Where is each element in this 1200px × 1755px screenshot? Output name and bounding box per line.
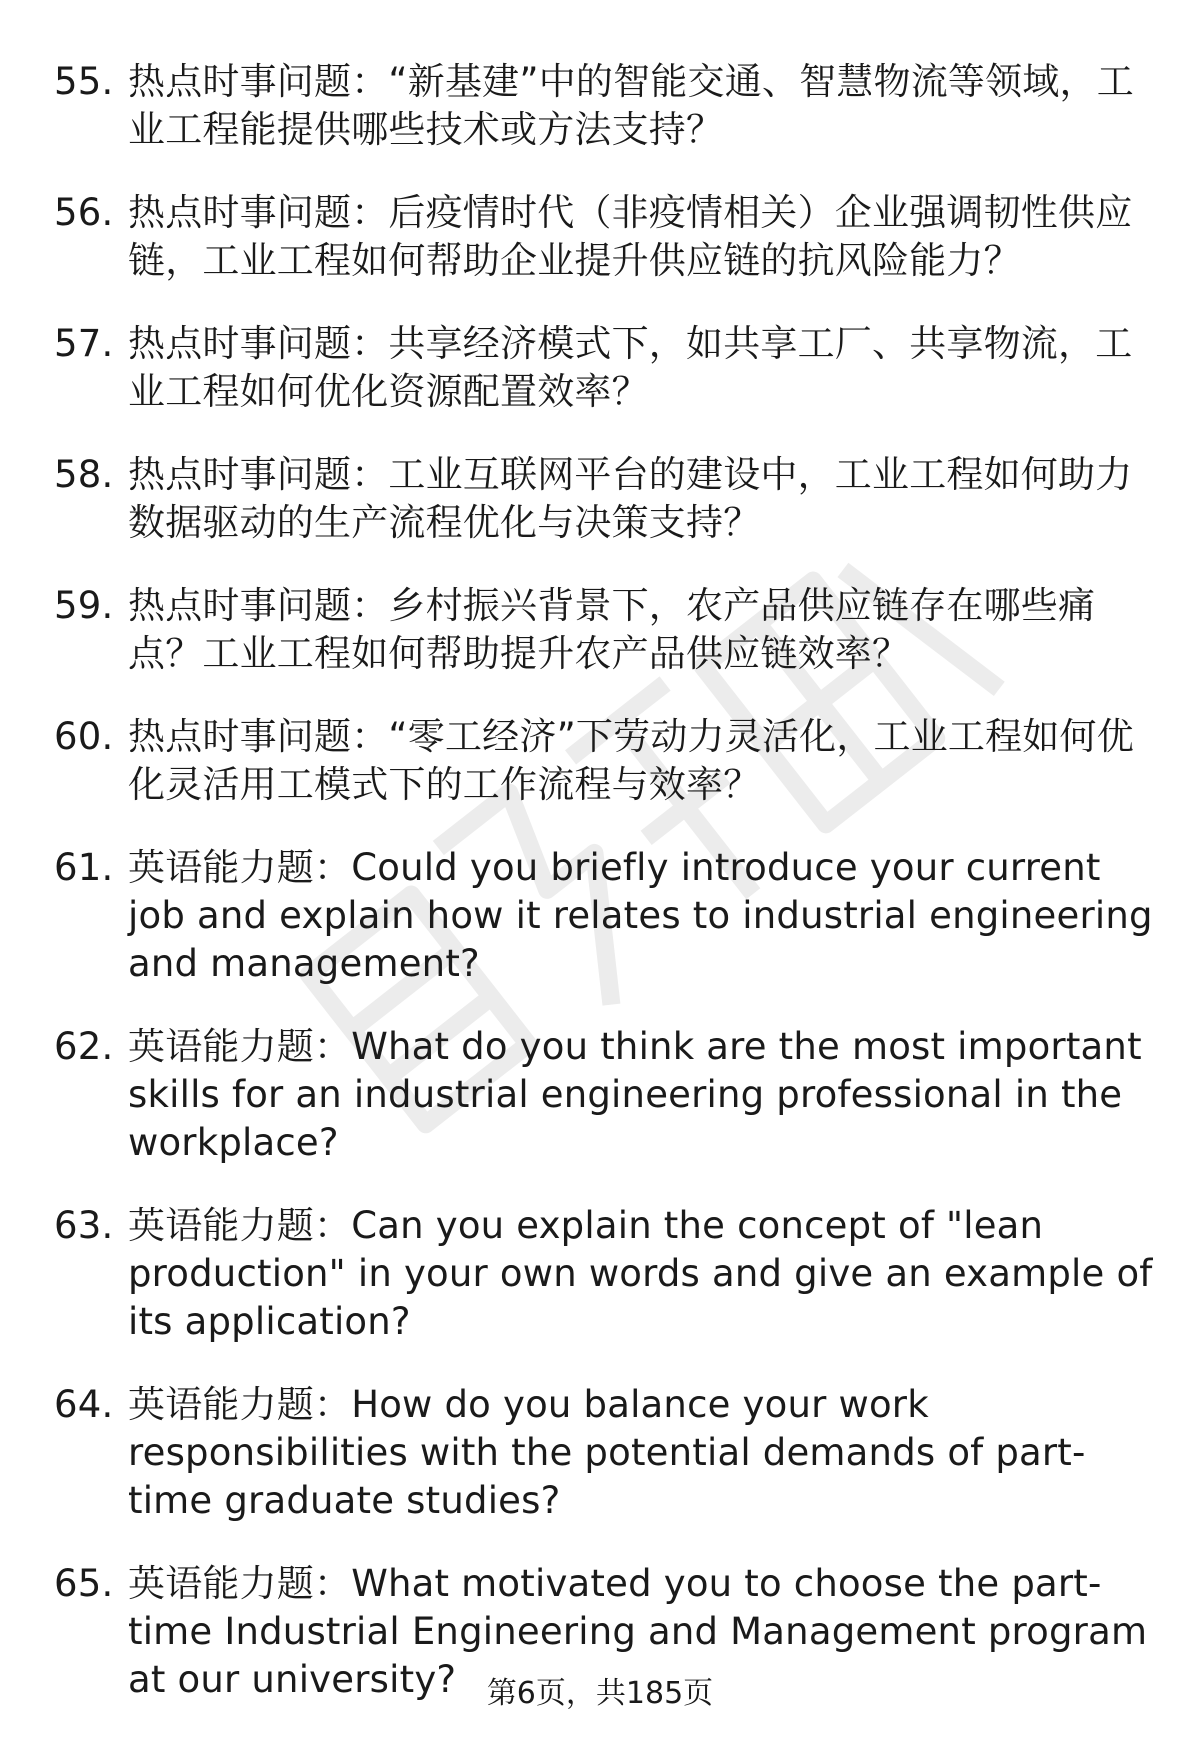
question-text: 热点时事问题：后疫情时代（非疫情相关）企业强调韧性供应链，工业工程如何帮助企业提升供应链的抗风险能力？ bbox=[128, 191, 1133, 282]
question-number: 63. bbox=[54, 1204, 114, 1247]
question-text: 英语能力题：Could you briefly introduce your current job and explain how it relates to industrial engineering and management? bbox=[128, 846, 1153, 985]
question-number: 57. bbox=[54, 322, 114, 365]
question-item bbox=[0, 189, 1200, 285]
question-text: 热点时事问题：“零工经济”下劳动力灵活化，工业工程如何优化灵活用工模式下的工作流程与效率？ bbox=[128, 715, 1134, 806]
question-item bbox=[0, 582, 1200, 678]
question-text: 英语能力题：Can you explain the concept of "lean production" in your own words and give an example of its application? bbox=[128, 1204, 1153, 1343]
question-number: 62. bbox=[54, 1025, 114, 1068]
question-text: 英语能力题：What motivated you to choose the part-time Industrial Engineering and Management program at our university? bbox=[128, 1562, 1148, 1701]
question-text: 热点时事问题：工业互联网平台的建设中，工业工程如何助力数据驱动的生产流程优化与决策支持？ bbox=[128, 453, 1133, 544]
question-number: 61. bbox=[54, 846, 114, 889]
question-item bbox=[0, 320, 1200, 416]
question-text: 英语能力题：What do you think are the most important skills for an industrial engineering professional in the workplace? bbox=[128, 1025, 1142, 1164]
question-text: 热点时事问题：“新基建”中的智能交通、智慧物流等领域，工业工程能提供哪些技术或方法支持？ bbox=[128, 60, 1134, 151]
question-text: 热点时事问题：乡村振兴背景下，农产品供应链存在哪些痛点？工业工程如何帮助提升农产品供应链效率？ bbox=[128, 584, 1096, 675]
question-number: 60. bbox=[54, 715, 114, 758]
question-number: 56. bbox=[54, 191, 114, 234]
question-number: 59. bbox=[54, 584, 114, 627]
question-item bbox=[0, 1202, 1200, 1346]
question-text: 热点时事问题：共享经济模式下，如共享工厂、共享物流，工业工程如何优化资源配置效率？ bbox=[128, 322, 1133, 413]
question-list bbox=[0, 58, 1200, 1739]
question-item bbox=[0, 451, 1200, 547]
question-item bbox=[0, 713, 1200, 809]
question-text: 英语能力题：How do you balance your work responsibilities with the potential demands of part-time graduate studies? bbox=[128, 1383, 1086, 1522]
question-number: 65. bbox=[54, 1562, 114, 1605]
question-item bbox=[0, 58, 1200, 154]
question-number: 55. bbox=[54, 60, 114, 103]
page-number-footer: 第6页，共185页 bbox=[486, 1676, 714, 1711]
question-number: 58. bbox=[54, 453, 114, 496]
question-number: 64. bbox=[54, 1383, 114, 1426]
question-item bbox=[0, 1381, 1200, 1525]
question-item bbox=[0, 844, 1200, 988]
question-item bbox=[0, 1023, 1200, 1167]
